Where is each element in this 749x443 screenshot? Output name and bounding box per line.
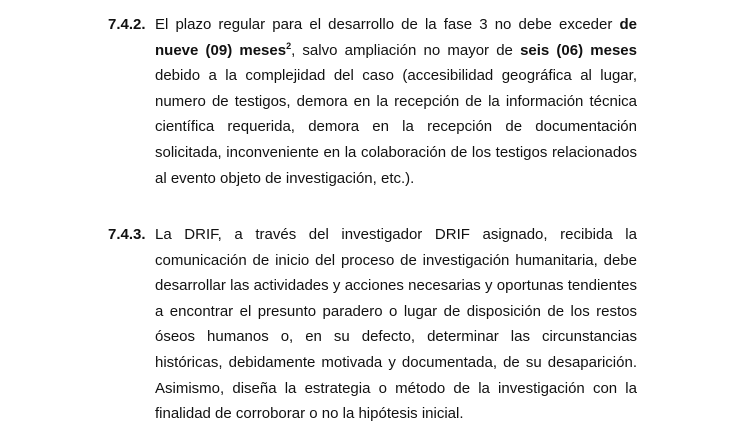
- clause-number: 7.4.3.: [108, 226, 146, 243]
- bold-term-extension: seis (06) meses: [520, 41, 637, 59]
- text-segment: El plazo regular para el desarrollo de la fase 3 no debe exceder: [155, 16, 620, 33]
- footnote-marker: 2: [286, 40, 292, 51]
- clause-text: La DRIF, a través del investigador DRIF asignado, recibida la comunicación de inicio del proceso de investigación humanitaria, debe desarrollar las actividades y acciones necesarias y oportunas tendientes a encontrar el presunto paradero o lugar de disposición de los restos óseos humanos o, en su defecto, determinar las circunstancias históricas, debidamente motivada y documentada, de su desaparición. Asimismo, diseña la estrategia o método de la investigación con la finalidad de corroborar o no la hipótesis inicial.: [155, 226, 637, 423]
- text-segment: , salvo ampliación no mayor de: [291, 41, 521, 59]
- bold-term-duration: de nueve (09) meses: [155, 16, 637, 59]
- text-segment: debido a la complejidad del caso (accesibilidad geográfica al lugar, numero de testigos, demora en la recepción de la información técnica científica requerida, demora en la recepción de documentación solicitada, inconveniente en la colaboración de los testigos relacionados al evento objeto de investigación, etc.).: [155, 67, 637, 187]
- clause-number: 7.4.2.: [108, 16, 146, 33]
- clause-text: [155, 12, 637, 191]
